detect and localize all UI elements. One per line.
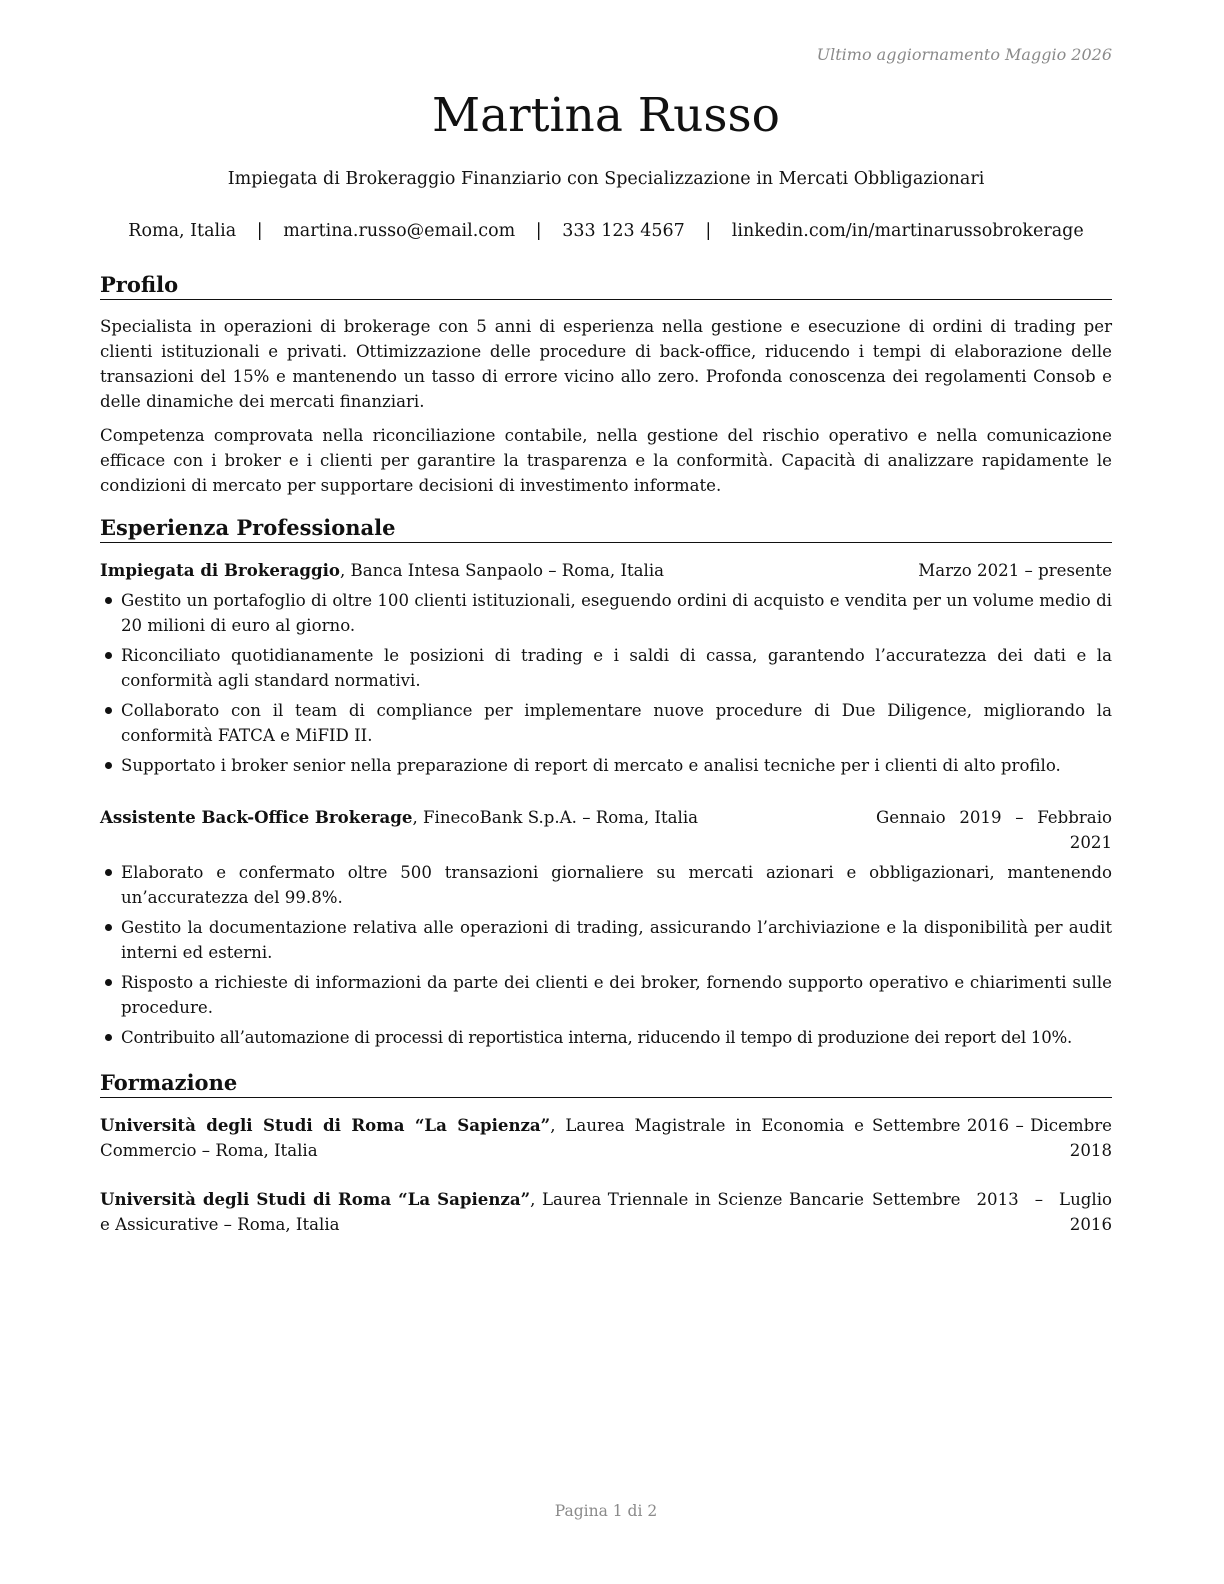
- contact-separator: |: [256, 221, 263, 241]
- section-title-education: Formazione: [100, 1070, 1112, 1098]
- list-item: Gestito un portafoglio di oltre 100 clienti istituzionali, eseguendo ordini di acquisto e vendita per un volume medio di 20 milioni di euro al giorno.: [100, 588, 1112, 638]
- job-entry: [100, 558, 1112, 778]
- list-item: Riconciliato quotidianamente le posizioni di trading e i saldi di cassa, garantendo l’accuratezza dei dati e la conformità agli standard normativi.: [100, 643, 1112, 693]
- job-header: [100, 558, 1112, 583]
- education-section: [100, 1070, 1112, 1237]
- resume-page: [100, 0, 1112, 1584]
- job-dates: Gennaio 2019 – Febbraio 2021: [876, 808, 1112, 852]
- job-role: Impiegata di Brokeraggio: [100, 560, 340, 580]
- job-role: Assistente Back-Office Brokerage: [100, 807, 413, 827]
- list-item: Gestito la documentazione relativa alle operazioni di trading, assicurando l’archiviazione e la disponibilità per audit interni ed esterni.: [100, 915, 1112, 965]
- education-dates: Settembre 2016 – Dicembre 2018: [872, 1116, 1112, 1160]
- contact-line: [100, 219, 1112, 243]
- contact-separator: |: [705, 221, 712, 241]
- contact-phone: 333 123 4567: [562, 221, 685, 241]
- education-school: Università degli Studi di Roma “La Sapienza”: [100, 1115, 551, 1135]
- profile-paragraph: Specialista in operazioni di brokerage con 5 anni di esperienza nella gestione e esecuzione di ordini di trading per clienti istituzionali e privati. Ottimizzazione delle procedure di back-office, riducendo i tempi di elaborazione delle transazioni del 15% e mantenendo un tasso di errore vicino allo zero. Profonda conoscenza dei regolamenti Consob e delle dinamiche dei mercati finanziari.: [100, 317, 1112, 411]
- job-entry: [100, 805, 1112, 1050]
- education-dates: Settembre 2013 – Luglio 2016: [872, 1190, 1112, 1234]
- section-title-profile: Profilo: [100, 272, 1112, 300]
- job-company: , Banca Intesa Sanpaolo – Roma, Italia: [339, 561, 665, 580]
- job-dates: Marzo 2021 – presente: [918, 561, 1112, 580]
- education-school: Università degli Studi di Roma “La Sapienza”: [100, 1189, 531, 1209]
- job-bullets: [100, 588, 1112, 778]
- candidate-name: Martina Russo: [432, 88, 780, 143]
- contact-location: Roma, Italia: [128, 221, 237, 241]
- list-item: Risposto a richieste di informazioni da parte dei clienti e dei broker, fornendo supporto operativo e chiarimenti sulle procedure.: [100, 970, 1112, 1020]
- contact-email[interactable]: martina.russo@email.com: [283, 221, 516, 241]
- job-header: [100, 805, 1112, 855]
- list-item: Elaborato e confermato oltre 500 transazioni giornaliere su mercati azionari e obbligazionari, mantenendo un’accuratezza del 99.8%.: [100, 860, 1112, 910]
- job-company: , FinecoBank S.p.A. – Roma, Italia: [412, 808, 699, 827]
- list-item: Collaborato con il team di compliance per implementare nuove procedure di Due Diligence, migliorando la conformità FATCA e MiFID II.: [100, 698, 1112, 748]
- last-updated-note: Ultimo aggiornamento Maggio 2026: [816, 45, 1112, 64]
- education-entry: [100, 1187, 1112, 1237]
- education-degree: , Laurea Triennale in Scienze Bancarie e Assicurative – Roma, Italia: [100, 1190, 864, 1234]
- list-item: Contribuito all’automazione di processi di reportistica interna, riducendo il tempo di produzione dei report del 10%.: [100, 1025, 1112, 1050]
- profile-section: [100, 272, 1112, 498]
- list-item: Supportato i broker senior nella preparazione di report di mercato e analisi tecniche per i clienti di alto profilo.: [100, 753, 1112, 778]
- candidate-subtitle: Impiegata di Brokeraggio Finanziario con Specializzazione in Mercati Obbligazionari: [227, 169, 985, 189]
- contact-separator: |: [535, 221, 542, 241]
- contact-linkedin[interactable]: linkedin.com/in/martinarussobrokerage: [731, 221, 1084, 241]
- page-number: Pagina 1 di 2: [554, 1502, 658, 1520]
- experience-section: [100, 515, 1112, 1050]
- profile-paragraph: Competenza comprovata nella riconciliazione contabile, nella gestione del rischio operativo e nella comunicazione efficace con i broker e i clienti per garantire la trasparenza e la conformità. Capacità di analizzare rapidamente le condizioni di mercato per supportare decisioni di investimento informate.: [100, 426, 1112, 495]
- section-title-experience: Esperienza Professionale: [100, 515, 1112, 543]
- education-degree: , Laurea Magistrale in Economia e Commercio – Roma, Italia: [100, 1116, 864, 1160]
- job-bullets: [100, 860, 1112, 1050]
- education-entry: [100, 1113, 1112, 1163]
